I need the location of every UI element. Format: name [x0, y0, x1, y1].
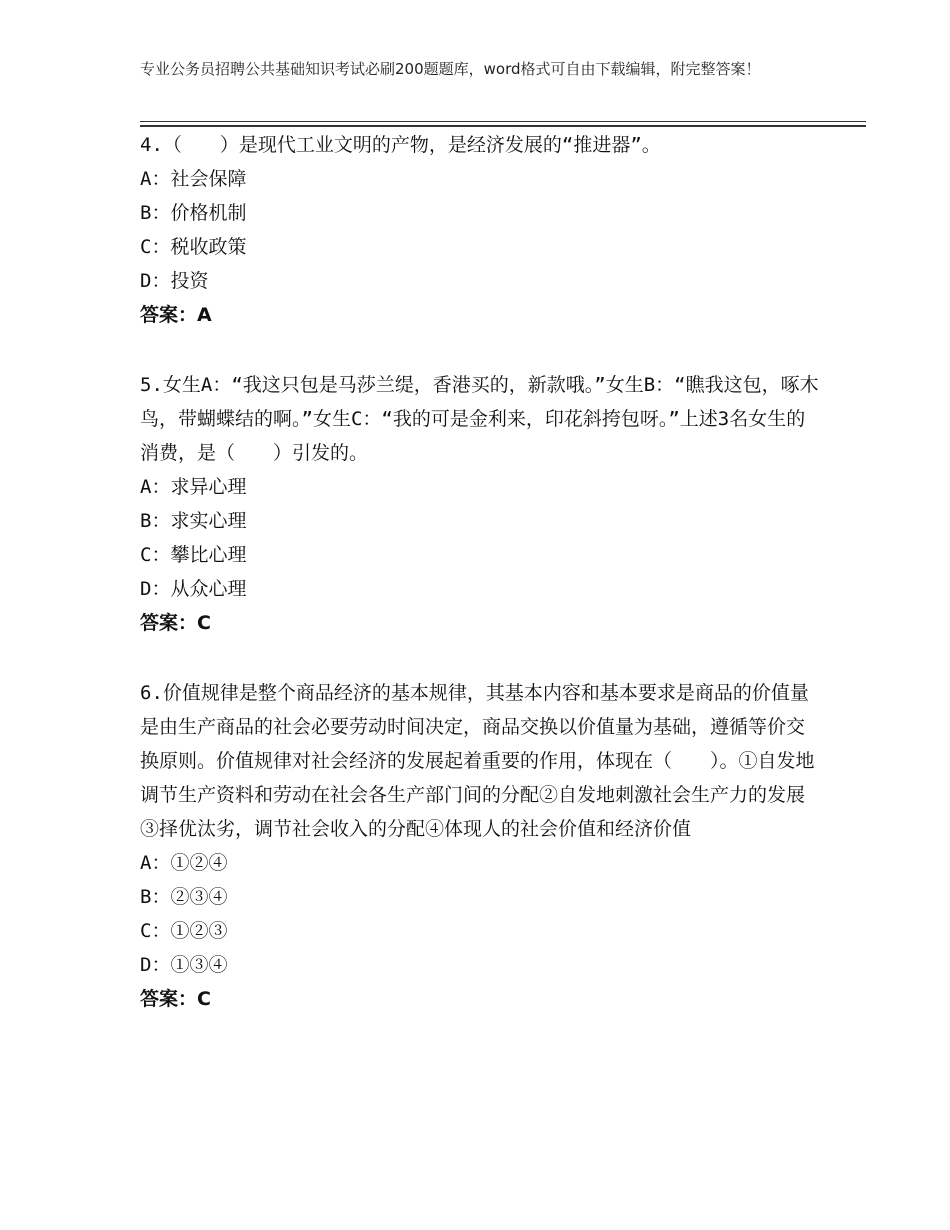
option-c: C：税收政策 — [140, 236, 247, 258]
answer-label: 答案：C — [140, 612, 211, 634]
question-list — [140, 126, 820, 1016]
option-c: C：①②③ — [140, 920, 228, 942]
question-stem: 6.价值规律是整个商品经济的基本规律，其基本内容和基本要求是商品的价值量是由生产商品的社会必要劳动时间决定，商品交换以价值量为基础，遵循等价交换原则。价值规律对社会经济的发展起着重要的作用，体现在（ ）。①自发地调节生产资料和劳动在社会各生产部门间的分配②自发地刺激社会生产力的发展③择优汰劣，调节社会收入的分配④体现人的社会价值和经济价值 — [140, 682, 815, 840]
option-a: A：社会保障 — [140, 168, 247, 190]
document-header: 专业公务员招聘公共基础知识考试必刷200题题库，word格式可自由下载编辑，附完整答案！ — [140, 60, 761, 78]
question-5 — [140, 368, 820, 640]
question-spacer — [140, 640, 820, 674]
option-d: D：①③④ — [140, 954, 228, 976]
header-rule-thin — [140, 121, 866, 122]
question-spacer — [140, 332, 820, 366]
question-6 — [140, 676, 820, 1016]
question-stem: 4.（ ）是现代工业文明的产物，是经济发展的“推进器”。 — [140, 134, 661, 156]
question-stem: 5.女生A：“我这只包是马莎兰缇，香港买的，新款哦。”女生B：“瞧我这包，啄木鸟，带蝴蝶结的啊。”女生C：“我的可是金利来，印花斜挎包呀。”上述3名女生的消费，是（ ）引发的。 — [140, 374, 819, 464]
question-4 — [140, 128, 820, 332]
option-d: D：投资 — [140, 270, 209, 292]
answer-label: 答案：C — [140, 988, 211, 1010]
answer-label: 答案：A — [140, 304, 212, 326]
option-b: B：②③④ — [140, 886, 228, 908]
option-b: B：价格机制 — [140, 202, 247, 224]
option-a: A：求异心理 — [140, 476, 247, 498]
option-c: C：攀比心理 — [140, 544, 247, 566]
option-a: A：①②④ — [140, 852, 228, 874]
option-d: D：从众心理 — [140, 578, 247, 600]
option-b: B：求实心理 — [140, 510, 247, 532]
